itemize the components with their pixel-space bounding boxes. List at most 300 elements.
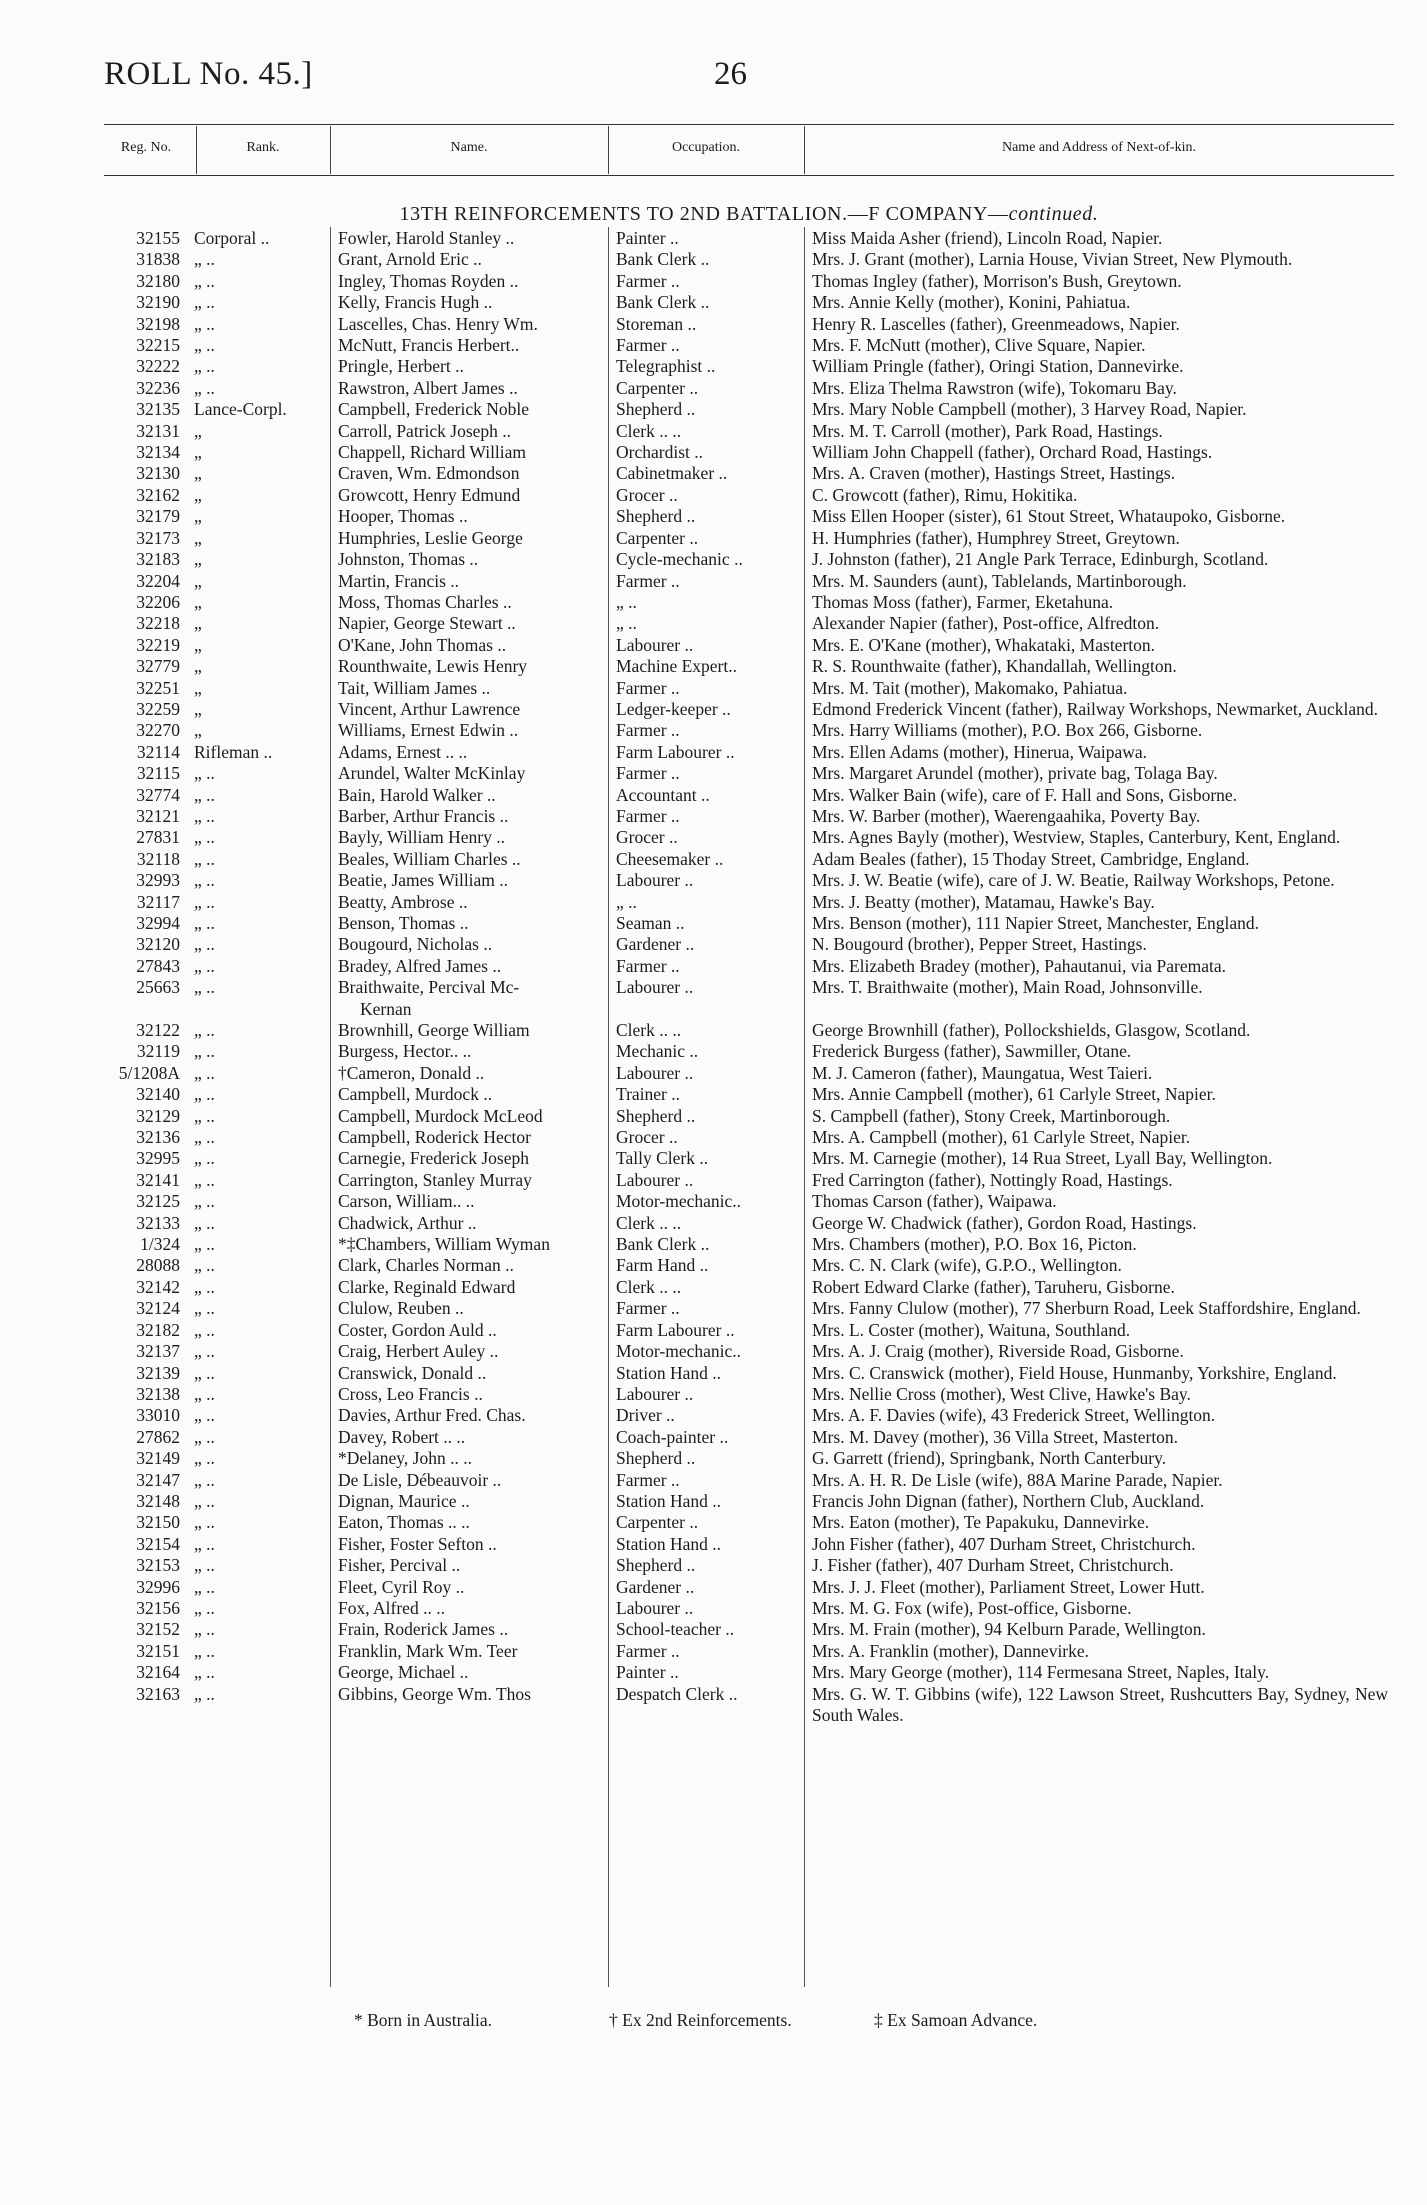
rank: „ ..	[194, 1212, 215, 1233]
reg-number: 32204	[136, 570, 180, 591]
reg-number: 5/1208A	[118, 1062, 180, 1083]
soldier-name-continued: Kernan	[360, 998, 412, 1019]
next-of-kin: William John Chappell (father), Orchard Road, Hastings.	[812, 442, 1213, 463]
occupation: Cheesemaker ..	[616, 848, 724, 869]
rank: „ ..	[194, 1683, 215, 1704]
table-row	[104, 549, 1394, 570]
table-row	[104, 399, 1394, 420]
table-row	[104, 763, 1394, 784]
soldier-name: Fox, Alfred .. ..	[338, 1597, 445, 1618]
next-of-kin: Mrs. J. Grant (mother), Larnia House, Vivian Street, New Plymouth.	[812, 249, 1293, 270]
table-row	[104, 1341, 1394, 1362]
next-of-kin: Adam Beales (father), 15 Thoday Street, Cambridge, England.	[812, 848, 1250, 869]
soldier-name: Bougourd, Nicholas ..	[338, 934, 493, 955]
occupation: Clerk .. ..	[616, 1212, 682, 1233]
rank: „	[194, 527, 202, 548]
rank: „	[194, 420, 202, 441]
reg-number: 32114	[136, 741, 180, 762]
occupation: School-teacher ..	[616, 1619, 735, 1640]
footnotes	[104, 2010, 1394, 2040]
next-of-kin: Miss Maida Asher (friend), Lincoln Road, Napier.	[812, 228, 1163, 248]
occupation: Clerk .. ..	[616, 420, 682, 441]
reg-number: 32129	[136, 1105, 180, 1126]
next-of-kin: N. Bougourd (brother), Pepper Street, Hastings.	[812, 934, 1147, 955]
occupation: Farm Labourer ..	[616, 1319, 735, 1340]
next-of-kin: Mrs. A. H. R. De Lisle (wife), 88A Marine Parade, Napier.	[812, 1469, 1223, 1490]
table-row	[104, 956, 1394, 977]
rank: „	[194, 613, 202, 634]
reg-number: 32218	[136, 613, 180, 634]
occupation: Telegraphist ..	[616, 356, 716, 377]
soldier-name: McNutt, Francis Herbert..	[338, 335, 520, 356]
rank: „ ..	[194, 1255, 215, 1276]
soldier-name: Davies, Arthur Fred. Chas.	[338, 1405, 526, 1426]
table-row	[104, 742, 1394, 763]
next-of-kin: Mrs. J. J. Fleet (mother), Parliament Street, Lower Hutt.	[812, 1576, 1205, 1597]
reg-number: 27843	[136, 955, 180, 976]
rank: „ ..	[194, 1127, 215, 1148]
rank: „	[194, 549, 202, 570]
section-title	[104, 203, 1394, 226]
occupation: Motor-mechanic..	[616, 1191, 742, 1212]
occupation: Labourer ..	[616, 977, 694, 998]
occupation: Farm Labourer ..	[616, 741, 735, 762]
next-of-kin: Henry R. Lascelles (father), Greenmeadows, Napier.	[812, 313, 1180, 334]
table-row	[104, 892, 1394, 913]
reg-number: 31838	[136, 249, 180, 270]
reg-number: 32179	[136, 506, 180, 527]
reg-number: 32140	[136, 1084, 180, 1105]
soldier-name: Benson, Thomas ..	[338, 913, 469, 933]
column-header-occupation: Occupation.	[671, 140, 741, 155]
soldier-name: Carnegie, Frederick Joseph	[338, 1148, 529, 1169]
column-header-kin: Name and Address of Next-of-kin.	[1001, 140, 1196, 155]
soldier-name: Campbell, Roderick Hector	[338, 1127, 531, 1148]
occupation: Labourer ..	[616, 1383, 694, 1404]
reg-number: 32131	[136, 420, 180, 441]
soldier-name: Kelly, Francis Hugh ..	[338, 292, 493, 313]
table-row	[104, 421, 1394, 442]
next-of-kin: Fred Carrington (father), Nottingly Road, Hastings.	[812, 1169, 1173, 1190]
next-of-kin: William Pringle (father), Oringi Station, Dannevirke.	[812, 356, 1184, 377]
rank: „ ..	[194, 1084, 215, 1105]
soldier-name: Davey, Robert .. ..	[338, 1426, 466, 1447]
reg-number: 32117	[136, 891, 180, 912]
table-row	[104, 1127, 1394, 1148]
rank: „	[194, 463, 202, 484]
table-row	[104, 292, 1394, 313]
reg-number: 32222	[136, 356, 180, 377]
reg-number: 32206	[136, 591, 180, 612]
table-row	[104, 271, 1394, 292]
next-of-kin: Thomas Moss (father), Farmer, Eketahuna.	[812, 591, 1114, 612]
table-row	[104, 977, 1394, 1020]
next-of-kin: Mrs. G. W. T. Gibbins (wife), 122 Lawson Street, Rushcutters Bay, Sydney, New South Wales.	[812, 1683, 1388, 1726]
reg-number: 32162	[136, 484, 180, 505]
rank: Lance-Corpl.	[194, 399, 287, 420]
soldier-name: Braithwaite, Percival Mc-	[338, 977, 520, 998]
reg-number: 32154	[136, 1533, 180, 1554]
occupation: Shepherd ..	[616, 1555, 696, 1576]
occupation: Mechanic ..	[616, 1041, 699, 1062]
reg-number: 32152	[136, 1619, 180, 1640]
table-row	[104, 1684, 1394, 1727]
table-row	[104, 314, 1394, 335]
next-of-kin: H. Humphries (father), Humphrey Street, Greytown.	[812, 527, 1180, 548]
reg-number: 32996	[136, 1576, 180, 1597]
occupation: Farmer ..	[616, 677, 680, 698]
reg-number: 32134	[136, 442, 180, 463]
next-of-kin: S. Campbell (father), Stony Creek, Martinborough.	[812, 1105, 1171, 1126]
next-of-kin: George W. Chadwick (father), Gordon Road, Hastings.	[812, 1212, 1197, 1233]
next-of-kin: Mrs. Eaton (mother), Te Papakuku, Dannevirke.	[812, 1512, 1150, 1533]
reg-number: 32137	[136, 1341, 180, 1362]
rank: „ ..	[194, 1512, 215, 1533]
roll-table	[104, 228, 1394, 1727]
soldier-name: Chadwick, Arthur ..	[338, 1212, 477, 1233]
occupation: Orchardist ..	[616, 442, 703, 463]
reg-number: 32147	[136, 1469, 180, 1490]
reg-number: 32259	[136, 698, 180, 719]
table-row	[104, 1298, 1394, 1319]
reg-number: 32173	[136, 527, 180, 548]
reg-number: 32180	[136, 270, 180, 291]
occupation: Bank Clerk ..	[616, 1234, 710, 1255]
soldier-name: O'Kane, John Thomas ..	[338, 634, 507, 655]
occupation: Farmer ..	[616, 270, 680, 291]
occupation: Carpenter ..	[616, 527, 699, 548]
rank: „ ..	[194, 1148, 215, 1169]
reg-number: 32135	[136, 399, 180, 420]
soldier-name: Frain, Roderick James ..	[338, 1619, 509, 1640]
soldier-name: Craven, Wm. Edmondson	[338, 463, 520, 484]
next-of-kin: Mrs. M. Saunders (aunt), Tablelands, Martinborough.	[812, 570, 1187, 591]
rank: „ ..	[194, 1383, 215, 1404]
next-of-kin: Mrs. A. Franklin (mother), Dannevirke.	[812, 1640, 1090, 1661]
occupation: Farmer ..	[616, 570, 680, 591]
occupation: „ ..	[616, 591, 637, 612]
next-of-kin: John Fisher (father), 407 Durham Street, Christchurch.	[812, 1533, 1196, 1554]
reg-number: 32774	[136, 784, 180, 805]
reg-number: 32150	[136, 1512, 180, 1533]
next-of-kin: Mrs. A. J. Craig (mother), Riverside Road, Gisborne.	[812, 1341, 1184, 1362]
soldier-name: Pringle, Herbert ..	[338, 356, 464, 377]
reg-number: 32156	[136, 1597, 180, 1618]
occupation: Storeman ..	[616, 313, 697, 334]
occupation: Carpenter ..	[616, 377, 699, 398]
table-row	[104, 1534, 1394, 1555]
rank: „ ..	[194, 335, 215, 356]
rank: „ ..	[194, 1640, 215, 1661]
occupation: Shepherd ..	[616, 399, 696, 420]
rank: „	[194, 634, 202, 655]
header-rule-top	[104, 124, 1394, 125]
soldier-name: Napier, George Stewart ..	[338, 613, 516, 634]
next-of-kin: Mrs. T. Braithwaite (mother), Main Road, Johnsonville.	[812, 977, 1203, 998]
occupation: Labourer ..	[616, 1597, 694, 1618]
table-row	[104, 442, 1394, 463]
table-row	[104, 1448, 1394, 1469]
next-of-kin: Francis John Dignan (father), Northern Club, Auckland.	[812, 1490, 1205, 1511]
rank: „	[194, 591, 202, 612]
occupation: Shepherd ..	[616, 1448, 696, 1469]
occupation: Station Hand ..	[616, 1533, 721, 1554]
reg-number: 28088	[136, 1255, 180, 1276]
footnote-ex-samoan: ‡ Ex Samoan Advance.	[874, 2010, 1038, 2030]
rank: „	[194, 720, 202, 741]
reg-number: 32163	[136, 1683, 180, 1704]
table-row	[104, 678, 1394, 699]
soldier-name: *‡Chambers, William Wyman	[338, 1234, 550, 1255]
next-of-kin: Mrs. A. Craven (mother), Hastings Street, Hastings.	[812, 463, 1176, 484]
soldier-name: Humphries, Leslie George	[338, 527, 523, 548]
reg-number: 32251	[136, 677, 180, 698]
table-row	[104, 613, 1394, 634]
reg-number: 32136	[136, 1127, 180, 1148]
table-row	[104, 1470, 1394, 1491]
next-of-kin: Mrs. A. F. Davies (wife), 43 Frederick Street, Wellington.	[812, 1405, 1216, 1426]
soldier-name: Clulow, Reuben ..	[338, 1298, 464, 1319]
soldier-name: Beatty, Ambrose ..	[338, 891, 468, 912]
reg-number: 32183	[136, 549, 180, 570]
occupation: Grocer ..	[616, 484, 678, 505]
soldier-name: Adams, Ernest .. ..	[338, 741, 468, 762]
reg-number: 32270	[136, 720, 180, 741]
soldier-name: George, Michael ..	[338, 1662, 469, 1683]
occupation: Farmer ..	[616, 720, 680, 741]
next-of-kin: Mrs. Chambers (mother), P.O. Box 16, Picton.	[812, 1234, 1137, 1255]
table-row	[104, 806, 1394, 827]
table-row	[104, 849, 1394, 870]
next-of-kin: Edmond Frederick Vincent (father), Railway Workshops, Newmarket, Auckland.	[812, 698, 1378, 719]
soldier-name: Franklin, Mark Wm. Teer	[338, 1640, 518, 1661]
rank: „ ..	[194, 377, 215, 398]
soldier-name: Martin, Francis ..	[338, 570, 460, 591]
occupation: Driver ..	[616, 1405, 675, 1426]
rank: Rifleman ..	[194, 741, 273, 762]
reg-number: 32118	[136, 848, 180, 869]
rank: Corporal ..	[194, 228, 270, 248]
rank: „ ..	[194, 870, 215, 891]
soldier-name: Tait, William James ..	[338, 677, 491, 698]
soldier-name: Rawstron, Albert James ..	[338, 377, 518, 398]
reg-number: 32994	[136, 913, 180, 933]
soldier-name: Eaton, Thomas .. ..	[338, 1512, 470, 1533]
reg-number: 32779	[136, 656, 180, 677]
reg-number: 32993	[136, 870, 180, 891]
reg-number: 32198	[136, 313, 180, 334]
soldier-name: Vincent, Arthur Lawrence	[338, 698, 521, 719]
soldier-name: Moss, Thomas Charles ..	[338, 591, 512, 612]
next-of-kin: Mrs. Margaret Arundel (mother), private bag, Tolaga Bay.	[812, 763, 1218, 784]
next-of-kin: Mrs. F. McNutt (mother), Clive Square, Napier.	[812, 335, 1146, 356]
next-of-kin: R. S. Rounthwaite (father), Khandallah, Wellington.	[812, 656, 1177, 677]
table-row	[104, 1384, 1394, 1405]
soldier-name: Hooper, Thomas ..	[338, 506, 468, 527]
next-of-kin: Mrs. W. Barber (mother), Waerengaahika, Poverty Bay.	[812, 805, 1201, 826]
reg-number: 32139	[136, 1362, 180, 1383]
rank: „ ..	[194, 1341, 215, 1362]
reg-number: 32151	[136, 1640, 180, 1661]
occupation: „ ..	[616, 891, 637, 912]
soldier-name: Grant, Arnold Eric ..	[338, 249, 482, 270]
soldier-name: Rounthwaite, Lewis Henry	[338, 656, 528, 677]
table-row	[104, 356, 1394, 377]
occupation: Farmer ..	[616, 1469, 680, 1490]
soldier-name: Johnston, Thomas ..	[338, 549, 479, 570]
rank: „ ..	[194, 1597, 215, 1618]
table-row	[104, 913, 1394, 934]
occupation: Labourer ..	[616, 1062, 694, 1083]
occupation: Farmer ..	[616, 1298, 680, 1319]
rank: „ ..	[194, 1062, 215, 1083]
rank: „ ..	[194, 1276, 215, 1297]
reg-number: 32121	[136, 805, 180, 826]
occupation: Painter ..	[616, 228, 679, 248]
rank: „ ..	[194, 1555, 215, 1576]
reg-number: 1/324	[140, 1234, 180, 1255]
table-row	[104, 1213, 1394, 1234]
next-of-kin: Alexander Napier (father), Post-office, Alfredton.	[812, 613, 1160, 634]
table-row	[104, 699, 1394, 720]
table-row	[104, 463, 1394, 484]
table-row	[104, 635, 1394, 656]
next-of-kin: Mrs. E. O'Kane (mother), Whakataki, Masterton.	[812, 634, 1156, 655]
occupation: Station Hand ..	[616, 1362, 721, 1383]
rank: „ ..	[194, 848, 215, 869]
soldier-name: Clark, Charles Norman ..	[338, 1255, 514, 1276]
rank: „ ..	[194, 1662, 215, 1683]
table-row	[104, 1063, 1394, 1084]
rank: „ ..	[194, 292, 215, 313]
rank: „ ..	[194, 1469, 215, 1490]
soldier-name: Campbell, Frederick Noble	[338, 399, 529, 420]
next-of-kin: Mrs. Harry Williams (mother), P.O. Box 266, Gisborne.	[812, 720, 1203, 741]
next-of-kin: Mrs. Mary George (mother), 114 Fermesana Street, Naples, Italy.	[812, 1662, 1270, 1683]
rank: „ ..	[194, 1490, 215, 1511]
occupation: Machine Expert..	[616, 656, 737, 677]
occupation: Farmer ..	[616, 335, 680, 356]
occupation: Labourer ..	[616, 870, 694, 891]
reg-number: 32148	[136, 1490, 180, 1511]
rank: „ ..	[194, 934, 215, 955]
reg-number: 32219	[136, 634, 180, 655]
soldier-name: Fleet, Cyril Roy ..	[338, 1576, 465, 1597]
rank: „ ..	[194, 955, 215, 976]
soldier-name: Beales, William Charles ..	[338, 848, 521, 869]
rank: „ ..	[194, 270, 215, 291]
next-of-kin: Mrs. Fanny Clulow (mother), 77 Sherburn Road, Leek Staffordshire, England.	[812, 1298, 1361, 1319]
rank: „ ..	[194, 1105, 215, 1126]
rank: „	[194, 677, 202, 698]
occupation: Shepherd ..	[616, 506, 696, 527]
next-of-kin: C. Growcott (father), Rimu, Hokitika.	[812, 484, 1078, 505]
soldier-name: Cranswick, Donald ..	[338, 1362, 487, 1383]
rank: „ ..	[194, 1191, 215, 1212]
next-of-kin: Mrs. A. Campbell (mother), 61 Carlyle Street, Napier.	[812, 1127, 1191, 1148]
table-row	[104, 1662, 1394, 1683]
table-row	[104, 1041, 1394, 1062]
rank: „ ..	[194, 913, 215, 933]
rank: „ ..	[194, 805, 215, 826]
column-header-name: Name.	[450, 140, 488, 155]
rank: „ ..	[194, 356, 215, 377]
soldier-name: Growcott, Henry Edmund	[338, 484, 521, 505]
reg-number: 32124	[136, 1298, 180, 1319]
table-row	[104, 335, 1394, 356]
section-title-text: 13TH REINFORCEMENTS TO 2ND BATTALION.—F COMPANY—	[399, 203, 1009, 225]
rank: „ ..	[194, 1298, 215, 1319]
roll-title: ROLL No. 45.]	[104, 56, 313, 92]
soldier-name: Fisher, Percival ..	[338, 1555, 461, 1576]
reg-number: 32133	[136, 1212, 180, 1233]
occupation: Seaman ..	[616, 913, 685, 933]
table-row	[104, 870, 1394, 891]
soldier-name: Fowler, Harold Stanley ..	[338, 228, 515, 248]
occupation: Farmer ..	[616, 805, 680, 826]
rank: „ ..	[194, 1234, 215, 1255]
table-row	[104, 592, 1394, 613]
occupation: Painter ..	[616, 1662, 679, 1683]
table-row	[104, 249, 1394, 270]
next-of-kin: Robert Edward Clarke (father), Taruheru, Gisborne.	[812, 1276, 1175, 1297]
next-of-kin: G. Garrett (friend), Springbank, North Canterbury.	[812, 1448, 1167, 1469]
table-row	[104, 378, 1394, 399]
soldier-name: Gibbins, George Wm. Thos	[338, 1683, 531, 1704]
reg-number: 32182	[136, 1319, 180, 1340]
rank: „ ..	[194, 1020, 215, 1041]
table-row	[104, 1598, 1394, 1619]
next-of-kin: Mrs. Annie Campbell (mother), 61 Carlyle Street, Napier.	[812, 1084, 1216, 1105]
soldier-name: Carrington, Stanley Murray	[338, 1169, 532, 1190]
next-of-kin: Mrs. M. Carnegie (mother), 14 Rua Street, Lyall Bay, Wellington.	[812, 1148, 1273, 1169]
table-row	[104, 1106, 1394, 1127]
footnote-born-australia: * Born in Australia.	[354, 2010, 493, 2030]
rank: „	[194, 570, 202, 591]
next-of-kin: George Brownhill (father), Pollockshields, Glasgow, Scotland.	[812, 1020, 1251, 1041]
reg-number: 25663	[136, 977, 180, 998]
reg-number: 32215	[136, 335, 180, 356]
table-row	[104, 1320, 1394, 1341]
reg-number: 32141	[136, 1169, 180, 1190]
occupation: Gardener ..	[616, 934, 695, 955]
soldier-name: Chappell, Richard William	[338, 442, 527, 463]
table-row	[104, 1641, 1394, 1662]
table-row	[104, 1619, 1394, 1640]
soldier-name: *Delaney, John .. ..	[338, 1448, 472, 1469]
soldier-name: Beatie, James William ..	[338, 870, 509, 891]
table-row	[104, 785, 1394, 806]
rank: „	[194, 484, 202, 505]
rank: „ ..	[194, 1619, 215, 1640]
soldier-name: Ingley, Thomas Royden ..	[338, 270, 519, 291]
reg-number: 32130	[136, 463, 180, 484]
table-row	[104, 827, 1394, 848]
column-header-row	[104, 126, 1394, 174]
soldier-name: Cross, Leo Francis ..	[338, 1383, 483, 1404]
rank: „ ..	[194, 891, 215, 912]
reg-number: 32155	[136, 228, 180, 248]
occupation: Gardener ..	[616, 1576, 695, 1597]
reg-number: 27862	[136, 1426, 180, 1447]
rank: „ ..	[194, 1362, 215, 1383]
table-row	[104, 1170, 1394, 1191]
page-number: 26	[714, 56, 747, 92]
rank: „ ..	[194, 1319, 215, 1340]
rank: „ ..	[194, 1041, 215, 1062]
soldier-name: Fisher, Foster Sefton ..	[338, 1533, 497, 1554]
reg-number: 32164	[136, 1662, 180, 1683]
